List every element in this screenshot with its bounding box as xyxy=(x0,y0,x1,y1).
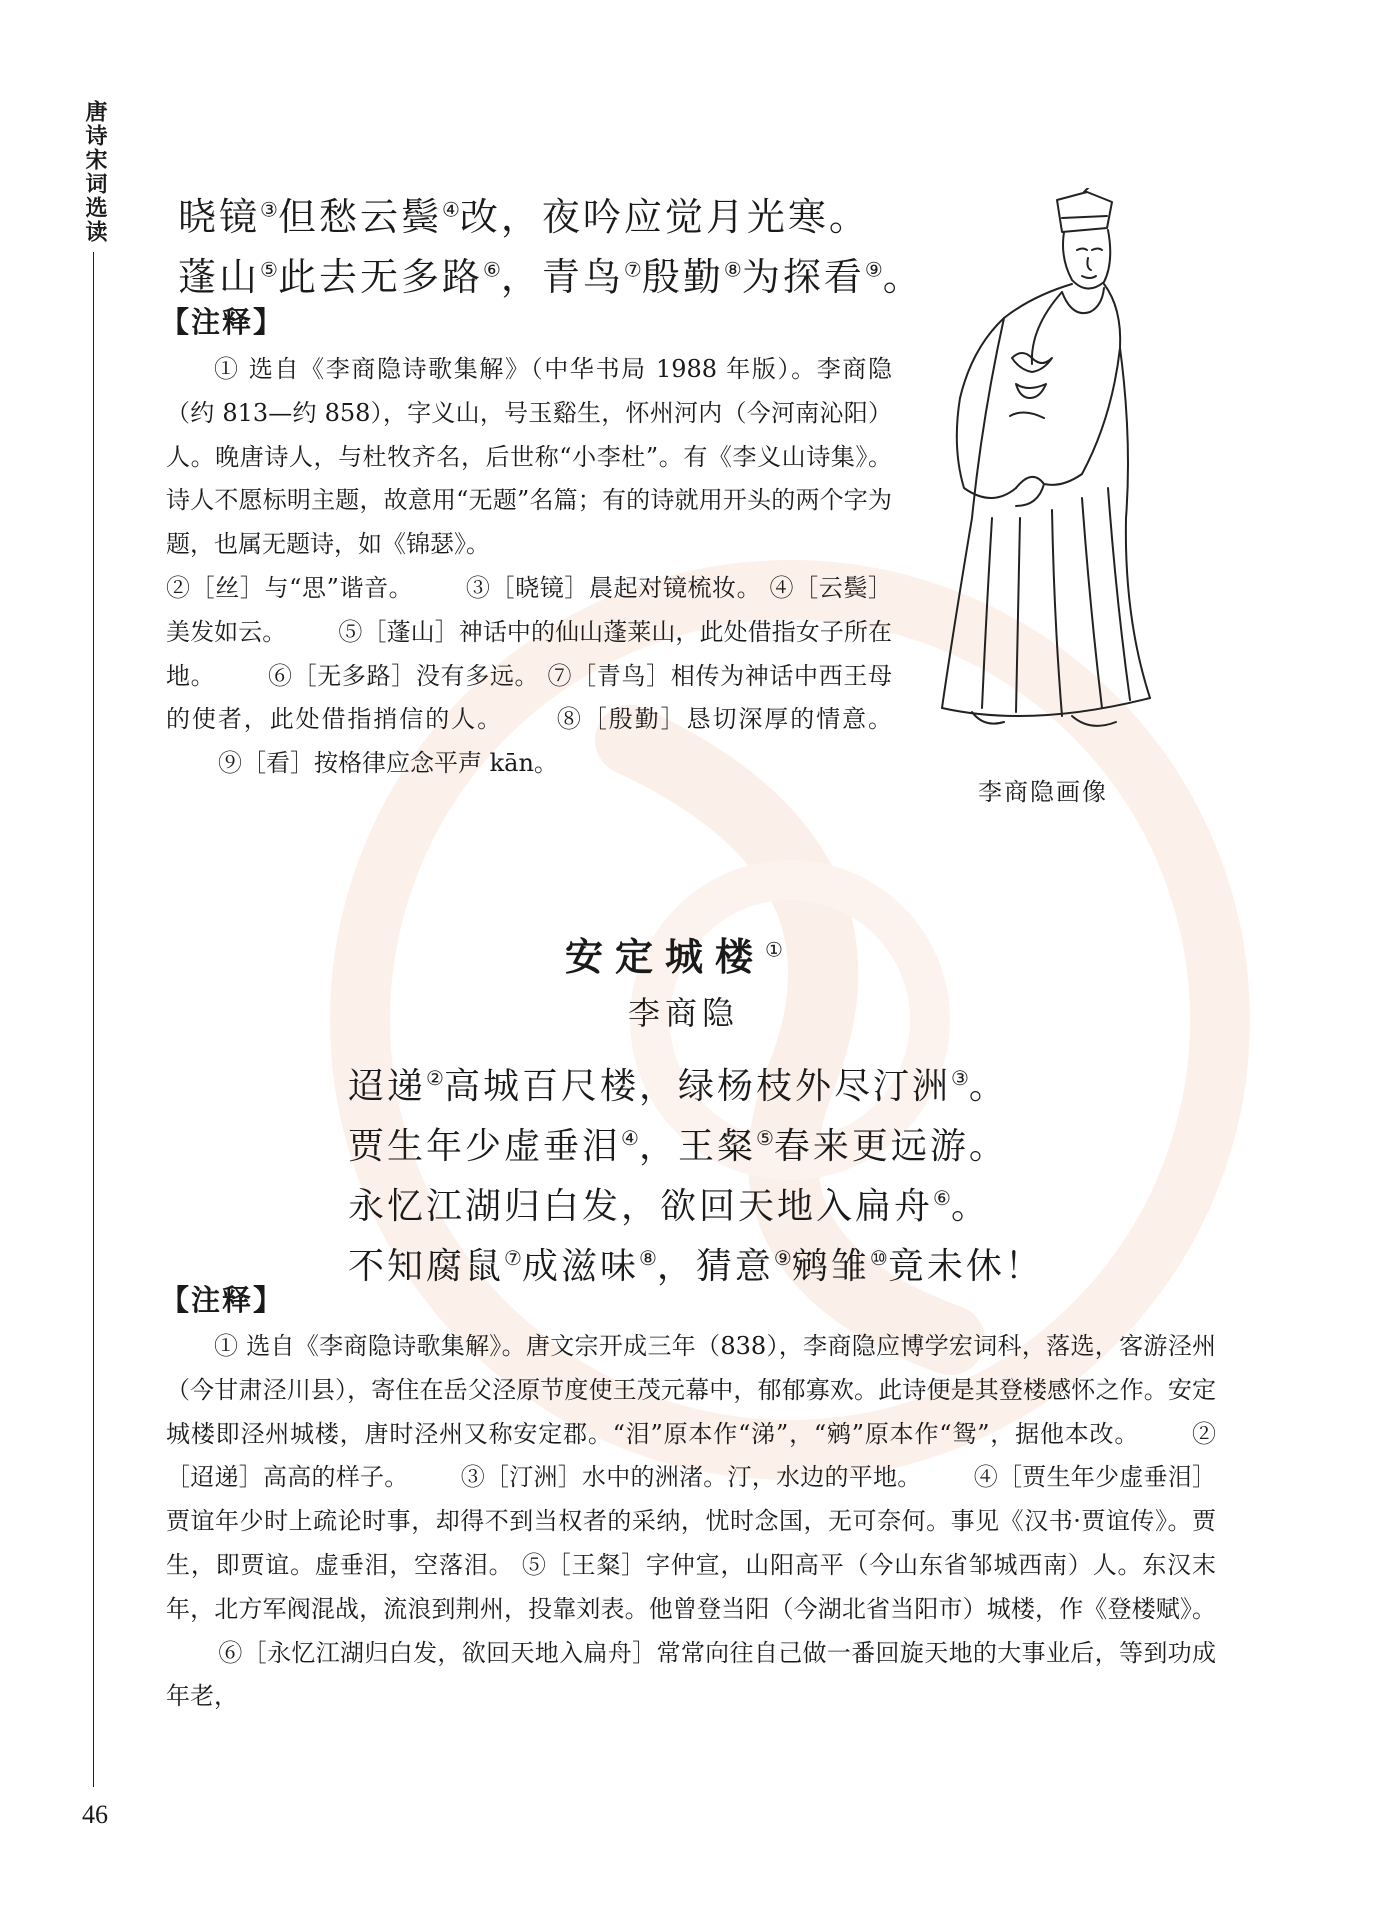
poem-title-text: 安定城楼 xyxy=(565,934,766,979)
note-item: ⑧［殷勤］恳切深厚的情意。 xyxy=(555,705,892,734)
poem-text: 春来更远游。 xyxy=(773,1126,1008,1167)
note-ref: ⑦ xyxy=(504,1246,522,1270)
notes-block xyxy=(166,1325,1216,1719)
notes-block xyxy=(166,348,892,786)
poem-text: 鹓雏 xyxy=(791,1246,870,1287)
note-ref: ③ xyxy=(260,197,278,222)
poem-line xyxy=(348,1058,1008,1109)
note-ref: ① xyxy=(765,937,783,962)
poem-text: 成滋味 xyxy=(521,1246,639,1287)
poem-text: 迢递 xyxy=(348,1066,427,1107)
poem-line xyxy=(348,1178,990,1229)
poem-text: 殷勤 xyxy=(641,255,724,299)
poem-text: 。 xyxy=(882,255,924,299)
note-ref: ⑨ xyxy=(773,1246,792,1270)
portrait-caption: 李商隐画像 xyxy=(978,778,1108,806)
poem-text: ，猜意 xyxy=(656,1246,774,1287)
poem-title xyxy=(565,926,783,981)
note-item: ②［迢递］高高的样子。 xyxy=(166,1419,1217,1492)
note-item: ① 选自《李商隐诗歌集解》。唐文宗开成三年（838），李商隐应博学宏词科，落选，客游泾州（今甘肃泾川县），寄住在岳父泾原节度使王茂元幕中，郁郁寡欢。此诗便是其登楼感怀之作。安定城楼即泾州城楼，唐时泾州又称安定郡。“泪”原本作“涕”，“鹓”原本作“鸳”，据他本改。 xyxy=(166,1332,1216,1448)
note-ref: ⑤ xyxy=(755,1126,774,1150)
notes-heading: 【注释】 xyxy=(160,305,285,339)
running-header: 唐诗宋词选读 xyxy=(82,100,107,244)
note-intro: ① 选自《李商隐诗歌集解》（中华书局 1988 年版）。李商隐（约 813—约 858），字义山，号玉谿生，怀州河内（今河南沁阳）人。晚唐诗人，与杜牧齐名，后世称“小李杜”。有《李义山诗集》。诗人不愿标明主题，故意用“无题”名篇；有的诗就用开头的两个字为题，也属无题诗，如《锦瑟》。 xyxy=(166,355,892,559)
note-item: ④［云鬓］美发如云。 xyxy=(166,573,892,646)
figure-portrait-icon xyxy=(912,188,1162,748)
poem-text: 改，夜吟应觉月光寒。 xyxy=(459,195,870,239)
page-number: 46 xyxy=(82,1800,108,1829)
note-item: ⑤［王粲］字仲宣，山阳高平（今山东省邹城西南）人。东汉末年，北方军阀混战，流浪到荆州，投靠刘表。他曾登当阳（今湖北省当阳市）城楼，作《登楼赋》。 xyxy=(166,1550,1216,1623)
note-item: ⑥［永忆江湖归白发，欲回天地入扁舟］常常向往自己做一番回旋天地的大事业后，等到功成年老， xyxy=(166,1638,1216,1711)
note-item: ⑦［青鸟］相传为神话中西王母的使者，此处借指捎信的人。 xyxy=(166,661,893,734)
poem-text: 。 xyxy=(950,1186,990,1227)
poem-text: 晓镜 xyxy=(178,195,261,239)
poem-line xyxy=(348,1238,1044,1289)
note-ref: ⑨ xyxy=(864,257,883,282)
poem-line xyxy=(348,1118,1008,1169)
poem-line xyxy=(178,246,924,301)
poem-text: 但愁云鬓 xyxy=(277,195,442,239)
poem-text: 此去无多路 xyxy=(277,255,483,299)
note-ref: ⑥ xyxy=(933,1186,951,1210)
note-items xyxy=(166,567,892,786)
note-item: ③［晓镜］晨起对镜梳妆。 xyxy=(465,573,762,602)
poem-text: 不知腐鼠 xyxy=(348,1246,505,1287)
poem-text: ，王粲 xyxy=(638,1126,756,1167)
note-item: ②［丝］与“思”谐音。 xyxy=(166,573,414,602)
note-ref: ⑦ xyxy=(623,257,642,282)
poem-text: 为探看 xyxy=(741,255,865,299)
poem-text: 。 xyxy=(968,1066,1008,1107)
poem-line xyxy=(178,186,870,241)
poem-text: 竟未休！ xyxy=(887,1246,1044,1287)
note-item: ⑥［无多路］没有多远。 xyxy=(267,661,540,690)
note-item: ④［贾生年少虚垂泪］贾谊年少时上疏论时事，却得不到当权者的采纳，忧时念国，无可奈何。事见《汉书·贾谊传》。贾生，即贾谊。虚垂泪，空落泪。 xyxy=(166,1463,1216,1579)
margin-rule xyxy=(93,252,94,1787)
note-ref: ⑧ xyxy=(723,257,742,282)
note-ref: ⑥ xyxy=(482,257,501,282)
note-ref: ④ xyxy=(441,197,460,222)
note-ref: ③ xyxy=(950,1066,969,1090)
poem-text: 贾生年少虚垂泪 xyxy=(348,1126,622,1167)
note-ref: ⑤ xyxy=(260,257,278,282)
note-ref: ⑧ xyxy=(638,1246,657,1270)
poem-text: 高城百尺楼，绿杨枝外尽汀洲 xyxy=(443,1066,951,1107)
notes-heading: 【注释】 xyxy=(160,1283,285,1317)
note-ref: ④ xyxy=(621,1126,639,1150)
poem-author: 李商隐 xyxy=(628,994,740,1032)
poem-text: 永忆江湖归白发，欲回天地入扁舟 xyxy=(348,1186,934,1227)
note-ref: ⑩ xyxy=(869,1246,888,1270)
note-item: ⑨［看］按格律应念平声 kān。 xyxy=(218,749,558,778)
poem-text: 蓬山 xyxy=(178,255,261,299)
poem-text: ，青鸟 xyxy=(500,255,624,299)
note-item: ⑤［蓬山］神话中的仙山蓬莱山，此处借指女子所在地。 xyxy=(166,617,893,690)
note-intro xyxy=(166,1325,1216,1719)
note-ref: ② xyxy=(426,1066,444,1090)
note-item: ③［汀洲］水中的洲渚。汀，水边的平地。 xyxy=(460,1463,922,1492)
